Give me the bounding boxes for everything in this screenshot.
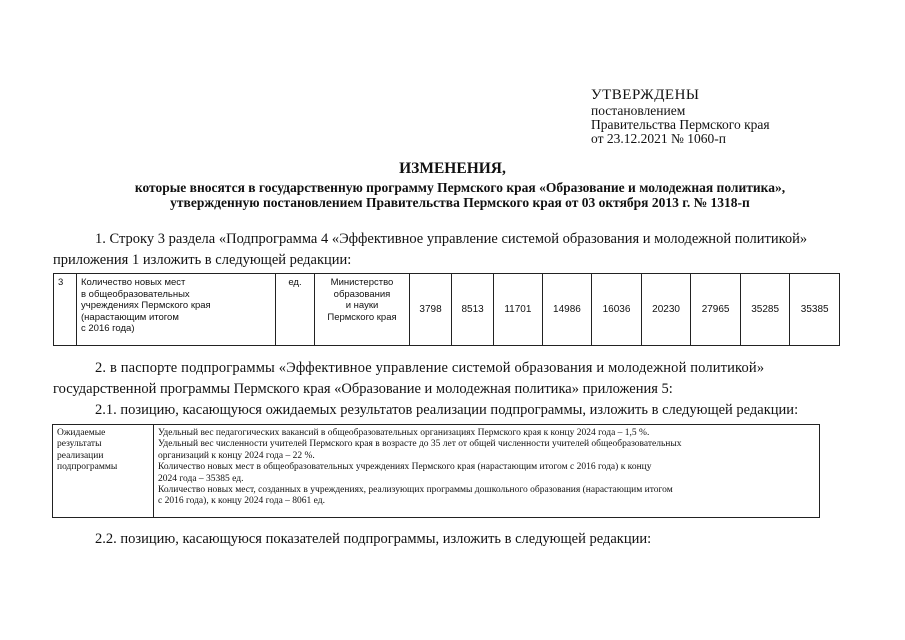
indicator-name-cell [77,274,276,346]
content-line: с 2016 года), к концу 2024 года – 8061 ед. [158,496,325,507]
unit-cell: ед. [276,274,315,346]
approval-stamp [591,88,770,146]
content-line: организаций к концу 2024 года – 22 %. [158,450,315,461]
value-cell: 35385 [790,274,840,346]
name-line: (нарастающим итогом [81,311,179,323]
approval-title: УТВЕРЖДЕНЫ [591,87,700,103]
value-cell: 20230 [641,274,691,346]
approval-line-1: постановлением [591,103,686,118]
content-line: Удельный вес численности учителей Пермского края в возрасте до 35 лет от общей численности учителей общеобразовательных [158,439,682,450]
label-cell [53,425,154,518]
paragraph-2-line-1: 2. в паспорте подпрограммы «Эффективное управление системой образования и молодежной политикой» [95,360,765,376]
content-line: 2024 года – 35385 ед. [158,473,244,484]
subtitle-line-2: утвержденную постановлением Правительства Пермского края от 03 октября 2013 г. № 1318-п [170,195,750,210]
value-cell: 3798 [410,274,452,346]
table-row [53,425,820,518]
expected-results-table [52,424,820,518]
approval-line-3: от 23.12.2021 № 1060-п [591,131,726,146]
row-number-cell: 3 [54,274,77,346]
value-cell: 11701 [494,274,543,346]
paragraph-1-line-1: 1. Строку 3 раздела «Подпрограмма 4 «Эффективное управление системой образования и молодежной политикой» [95,231,808,247]
responsible-line: Пермского края [327,311,397,323]
paragraph-2-line-2: государственной программы Пермского края «Образование и молодежная политика» приложения 5: [53,381,673,397]
content-line: Удельный вес педагогических вакансий в общеобразовательных организациях Пермского края к концу 2024 года – 1,5 %. [158,428,650,438]
value-cell: 14986 [542,274,592,346]
indicator-table [53,273,840,346]
label-line: результаты [57,439,102,450]
responsible-line: Министерство [330,277,394,288]
paragraph-2-2: 2.2. позицию, касающуюся показателей подпрограммы, изложить в следующей редакции: [95,531,652,547]
label-line: подпрограммы [57,462,118,473]
content-line: Количество новых мест, созданных в учреждениях, реализующих программы дошкольного образования (нарастающим итогом [158,485,673,496]
subtitle-line-1: которые вносятся в государственную программу Пермского края «Образование и молодежная политика», [134,180,786,195]
document-subtitle [60,180,860,210]
table-row [54,274,840,346]
value-cell: 8513 [452,274,494,346]
document-title: ИЗМЕНЕНИЯ, [399,160,506,177]
name-line: учреждениях Пермского края [81,300,211,311]
name-line: в общеобразовательных [81,288,190,300]
value-cell: 35285 [740,274,790,346]
value-cell: 27965 [691,274,741,346]
content-line: Количество новых мест в общеобразовательных учреждениях Пермского края (нарастающим итогом с 2016 года) к концу [158,462,652,473]
responsible-line: и науки [345,300,379,311]
paragraph-2-1: 2.1. позицию, касающуюся ожидаемых результатов реализации подпрограммы, изложить в следующей редакции: [95,402,799,418]
name-line: с 2016 года) [81,323,135,334]
responsible-cell [315,274,410,346]
responsible-line: образования [333,288,391,300]
name-line: Количество новых мест [81,277,186,288]
label-line: реализации [57,450,104,461]
content-cell [154,425,820,518]
paragraph-1-line-2: приложения 1 изложить в следующей редакции: [53,252,352,268]
value-cell: 16036 [592,274,642,346]
label-line: Ожидаемые [57,428,106,438]
approval-line-2: Правительства Пермского края [591,117,770,132]
